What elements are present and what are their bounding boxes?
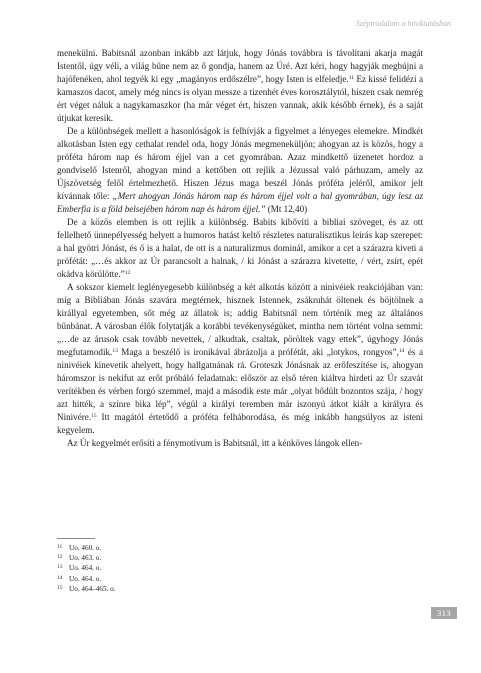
text-run: Maga a beszélő is ironikával ábrázolja a prófétát, aki „lotykos, rongyos”, xyxy=(117,347,399,357)
page-number: 313 xyxy=(431,607,457,619)
footnote-ref: 15 xyxy=(91,413,97,419)
paragraph xyxy=(57,437,423,450)
footnote-number: 15 xyxy=(57,584,63,591)
footnote-text: Uo. 463. o. xyxy=(69,554,102,563)
footnote-number: 13 xyxy=(57,564,63,571)
footnote-ref: 12 xyxy=(124,270,131,276)
footnote xyxy=(57,574,257,584)
footnote xyxy=(57,563,257,573)
footnote xyxy=(57,543,257,553)
body-text xyxy=(57,47,423,450)
text-run: A sokszor kiemelt leglényegesebb különbség a két alkotás között a ninivéiek reakciójában van: míg a Bibliában Jónás szavára megtérnek, hisznek Istennek, zsákruhát öltenek és böjtölnek a királlyal egyetemben, sőt még az állatok is; addig Babitsnál nem történik meg az általános bűnbánat. A városban élők folytatják a korábbi tevékenységüket, mintha nem történt volna semmi: „…de az árusok csak tovább nevettek, / alkudtak, csaltak, pöröltek vagy ettek”, úgyhogy Jónás megfutamodik. xyxy=(57,282,423,357)
footnotes xyxy=(57,538,257,594)
running-head: Szépirodalom a hitoktatásban xyxy=(355,19,451,28)
footnote-rule xyxy=(57,538,95,539)
text-run: Ez kissé felidézi a kamaszos dacot, amely még nincs is olyan messze a tizenhét éves korosztálytól, hiszen csak nemrég ért véget náluk a nagykamaszkor (ha már véget ért, hiszen vannak, akik később érnek), és a saját útjukat keresik. xyxy=(57,74,423,123)
footnote-text: Uo. 460. o. xyxy=(69,544,102,552)
text-run: De a közös elemben is ott rejlik a különbség. Babits kibővíti a bibliai szöveget, és az ott fellelhető ünnepélyesség helyett a humoros hatást keltő részletes naturalisztikus leírás kap szerepet: a hal gyötri Jónást, és ő is a halat, de ott is a naturalizmus dominál, amikor a cet a szárazra kiveti a prófétát: „…és akkor az Úr parancsolt a halnak, / ki Jónást a szárazra kivetette, / vért, zsírt, epét okádva körülötte.” xyxy=(57,217,423,279)
text-run: De a különbségek mellett a hasonlóságok is felhívják a figyelmet a lényeges elemekre. Mindkét alkotásban Isten egy cethalat rendel oda, hogy Jónás megmeneküljön; ahogyan az is közös, hogy a próféta három nap és három éjjel van a cet gyomrában. Azaz mindkettő üzenetet hordoz a gondviselő Istenről, ahogyan mind a kettőben ott rejlik a Jézussal való párhuzam, amely az Újszövetség felől értelmezhető. Hiszen Jézus maga beszél Jónás próféta jeléről, amikor jelt kívánnak tőle: xyxy=(57,126,423,201)
paragraph xyxy=(57,47,423,125)
footnote-ref: 11 xyxy=(348,75,354,81)
paragraph xyxy=(57,216,423,281)
footnote-number: 14 xyxy=(57,574,63,581)
text-run: Az Úr kegyelmét erősíti a fénymotívum is Babitsnál, itt a kénköves lángok ellen- xyxy=(67,438,363,448)
footnote-number: 12 xyxy=(57,554,63,561)
footnote-text: Uo. 464–465. o. xyxy=(69,584,116,593)
paragraph xyxy=(57,281,423,437)
text-run: és a ninivéiek kinevetik ahelyett, hogy hallgatnának rá. Groteszk Jónásnak az erőfeszítése is, ahogyan háromszor is nekifut az erőt próbáló feladatnak: először az első téren kiáltva hirdeti az Úr szavát verítékben és vérben forgó szemmel, majd a második este már „olyat bődült bozontos szája, / hogy azt hitték, a színre bika lép”, végül a királyi teremben már iszonyú átkot kiált a királyra és Ninivére. xyxy=(57,347,423,422)
bible-quote: „Mert ahogyan Jónás három nap és három éjjel volt a hal gyomrában, úgy lesz az Emberfia is a föld belsejében három nap és három éjjel.” xyxy=(57,191,424,214)
footnote-text: Uo. 464. o. xyxy=(69,574,102,583)
paragraph xyxy=(57,125,423,216)
footnote-ref: 13 xyxy=(112,348,118,354)
footnote-ref: 14 xyxy=(398,348,405,354)
text-run: menekülni. Babitsnál azonban inkább azt látjuk, hogy Jónás továbbra is távolítani akarja magát Istentől, úgy véli, a világ bűne nem az ő gondja, hanem az Úré. Azt kéri, hogy hagyják megbújni a hajófenéken, ahol tegyék ki egy „magányos erdőszélre”, hogy Isten is elfeledje. xyxy=(57,48,423,84)
footnote xyxy=(57,553,257,563)
text-run: (Mt 12,40) xyxy=(265,204,308,214)
footnote-number: 11 xyxy=(57,544,63,550)
footnote-text: Uo. 464. o. xyxy=(69,564,102,573)
footnote xyxy=(57,584,257,594)
text-run: Itt magától értetődő a próféta felháborodása, és még inkább hangsúlyos az isteni kegyelem. xyxy=(57,412,423,435)
